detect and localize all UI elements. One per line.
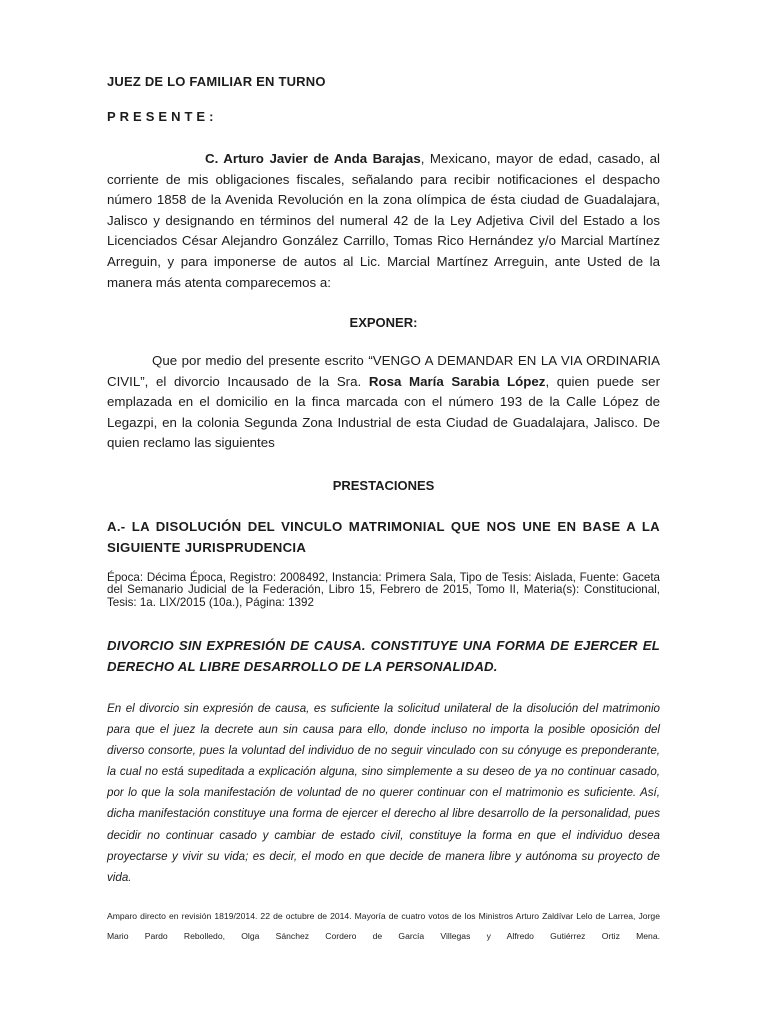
item-a-heading: A.- LA DISOLUCIÓN DEL VINCULO MATRIMONIAL QUE NOS UNE EN BASE A LA SIGUIENTE JURISPRUDENCIA — [107, 519, 660, 555]
presente-heading: PRESENTE: — [107, 109, 218, 124]
prestaciones-heading: PRESTACIONES — [332, 478, 435, 493]
tesis-title: DIVORCIO SIN EXPRESIÓN DE CAUSA. CONSTITUYE UNA FORMA DE EJERCER EL DERECHO AL LIBRE DESARROLLO DE LA PERSONALIDAD. — [107, 638, 660, 674]
exponer-text-before: Que por medio del presente escrito “VENGO A DEMANDAR EN LA VIA ORDINARIA CIVIL”, el divorcio Incausado de la Sra. — [107, 353, 660, 389]
respondent-name: Rosa María Sarabia López — [368, 373, 546, 389]
exponer-paragraph — [107, 351, 660, 454]
epoca-citation: Época: Décima Época, Registro: 2008492, Instancia: Primera Sala, Tipo de Tesis: Aislada, Fuente: Gaceta del Semanario Judicial de la Federación, Libro 15, Febrero de 2015, Tomo II, Materia(s): Constitucional, Tesis: 1a. LIX/2015 (10a.), Página: 1392 — [107, 571, 660, 609]
intro-paragraph — [107, 149, 660, 293]
exponer-text-after: , quien puede ser emplazada en el domicilio en la finca marcada con el número 193 de la Calle López de Legazpi, en la colonia Segunda Zona Industrial de esta Ciudad de Guadalajara, Jalisco. De quien reclamo las siguientes — [107, 373, 660, 451]
exponer-heading: EXPONER: — [349, 315, 418, 330]
plaintiff-name: C. Arturo Javier de Anda Barajas — [205, 151, 421, 166]
amparo-citation: Amparo directo en revisión 1819/2014. 22 de octubre de 2014. Mayoría de cuatro votos de los Ministros Arturo Zaldívar Lelo de Larrea, Jorge Mario Pardo Rebolledo, Olga Sánchez Cordero de García Villegas y Alfredo Gutiérrez Ortiz Mena. — [107, 911, 660, 941]
addressee-heading: JUEZ DE LO FAMILIAR EN TURNO — [107, 74, 326, 89]
intro-text: , Mexicano, mayor de edad, casado, al corriente de mis obligaciones fiscales, señalando para recibir notificaciones el despacho número 1858 de la Avenida Revolución en la zona olímpica de ésta ciudad de Guadalajara, Jalisco y designando en términos del numeral 42 de la Ley Adjetiva Civil del Estado a los Licenciados César Alejandro González Carrillo, Tomas Rico Hernández y/o Marcial Martínez Arreguin, y para imponerse de autos al Lic. Marcial Martínez Arreguin, ante Usted de la manera más atenta comparecemos a: — [107, 151, 660, 290]
tesis-body: En el divorcio sin expresión de causa, es suficiente la solicitud unilateral de la disolución del matrimonio para que el juez la decrete aun sin causa para ello, donde incluso no importa la posible oposición del diverso consorte, pues la voluntad del individuo de no seguir vinculado con su cónyuge es preponderante, la cual no está supeditada a explicación alguna, sino simplemente a su deseo de ya no continuar casado, por lo que la sola manifestación de voluntad de no querer continuar con el matrimonio es suficiente. Así, dicha manifestación constituye una forma de ejercer el derecho al libre desarrollo de la personalidad, pues decidir no continuar casado y cambiar de estado civil, constituye la forma en que el individuo desea proyectarse y vivir su vida; es decir, el modo en que decide de manera libre y autónoma su proyecto de vida. — [107, 702, 660, 884]
